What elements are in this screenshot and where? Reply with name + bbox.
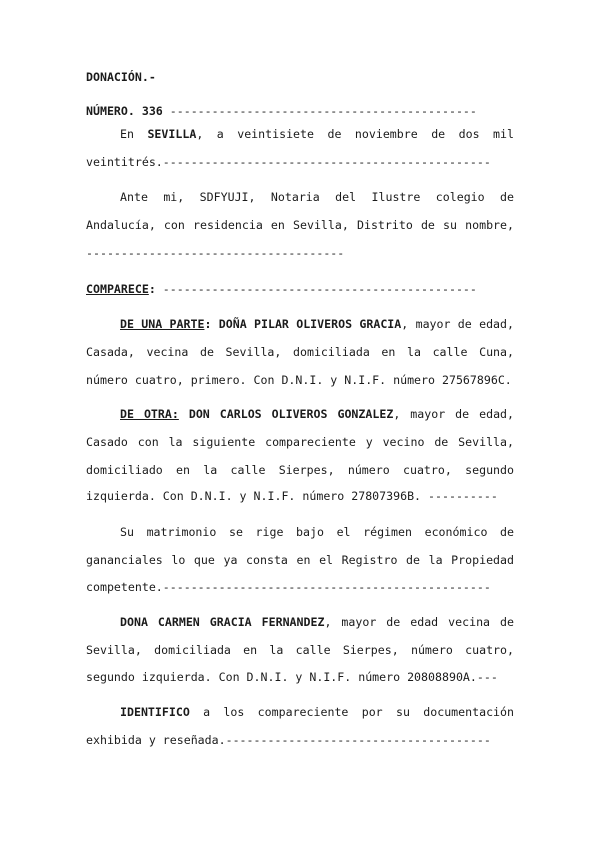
p4-line-4: izquierda. Con D.N.I. y N.I.F. número 27807396B. ---------- bbox=[86, 489, 498, 503]
p6-line-2: Sevilla, domiciliada en la calle Sierpes, número cuatro, bbox=[86, 643, 514, 657]
p1-line-1 bbox=[86, 127, 514, 141]
p6-line-1-rest: , mayor de edad vecina de bbox=[324, 615, 514, 629]
p4-line-1 bbox=[86, 407, 514, 421]
p2-line-2: Andalucía, con residencia en Sevilla, Distrito de su nombre, bbox=[86, 218, 514, 232]
document-number-line bbox=[86, 104, 514, 118]
p1-line-2: veintitrés.----------------------------------------------- bbox=[86, 155, 491, 169]
p4-line-1-rest: , mayor de edad, bbox=[393, 407, 514, 421]
p7-line-1-rest: a los compareciente por su documentación bbox=[189, 705, 514, 719]
p4-line-2: Casado con la siguiente compareciente y vecino de Sevilla, bbox=[86, 435, 514, 449]
p5-line-2: gananciales lo que ya consta en el Registro de la Propiedad bbox=[86, 553, 514, 567]
p3-line-1 bbox=[86, 317, 514, 331]
p3-line-3: número cuatro, primero. Con D.N.I. y N.I.F. número 27567896C. bbox=[86, 373, 512, 387]
number-dash-fill: -------------------------------------------- bbox=[162, 104, 477, 118]
p2-line-3: ------------------------------------- bbox=[86, 246, 345, 260]
p3-line-1-rest: , mayor de edad, bbox=[401, 317, 514, 331]
p3-line-2: Casada, vecina de Sevilla, domiciliada en la calle Cuna, bbox=[86, 345, 514, 359]
identifico-word: IDENTIFICO bbox=[120, 705, 190, 719]
party-two-label: DE OTRA: bbox=[120, 407, 179, 421]
p1-en: En bbox=[120, 127, 148, 141]
city-name: SEVILLA bbox=[147, 127, 197, 141]
comparece-dash-fill: --------------------------------------------- bbox=[155, 282, 477, 296]
third-party-name: DONA CARMEN GRACIA FERNANDEZ bbox=[120, 615, 325, 629]
p7-line-1 bbox=[86, 705, 514, 719]
p5-line-1: Su matrimonio se rige bajo el régimen económico de bbox=[120, 525, 514, 539]
comparece-colon: : bbox=[148, 282, 156, 296]
p4-line-3: domiciliado en la calle Sierpes, número cuatro, segundo bbox=[86, 463, 514, 477]
p2-line-1: Ante mi, SDFYUJI, Notaria del Ilustre colegio de bbox=[120, 190, 514, 204]
p6-line-3: segundo izquierda. Con D.N.I. y N.I.F. número 20808890A.--- bbox=[86, 670, 498, 684]
party-one-label: DE UNA PARTE bbox=[120, 317, 205, 331]
document-number: NÚMERO. 336 bbox=[86, 104, 163, 118]
p7-line-2: exhibida y reseñada.-------------------------------------- bbox=[86, 733, 491, 747]
comparece-heading: COMPARECE bbox=[86, 282, 149, 296]
document-title: DONACIÓN.- bbox=[86, 70, 156, 84]
party-two-name: DON CARLOS OLIVEROS GONZALEZ bbox=[178, 407, 394, 421]
party-one-name: : DOÑA PILAR OLIVEROS GRACIA bbox=[204, 317, 402, 331]
p1-date-text: , a veintisiete de noviembre de dos mil bbox=[196, 127, 514, 141]
p5-line-3: competente.----------------------------------------------- bbox=[86, 580, 491, 594]
comparece-line bbox=[86, 282, 514, 296]
p6-line-1 bbox=[86, 615, 514, 629]
